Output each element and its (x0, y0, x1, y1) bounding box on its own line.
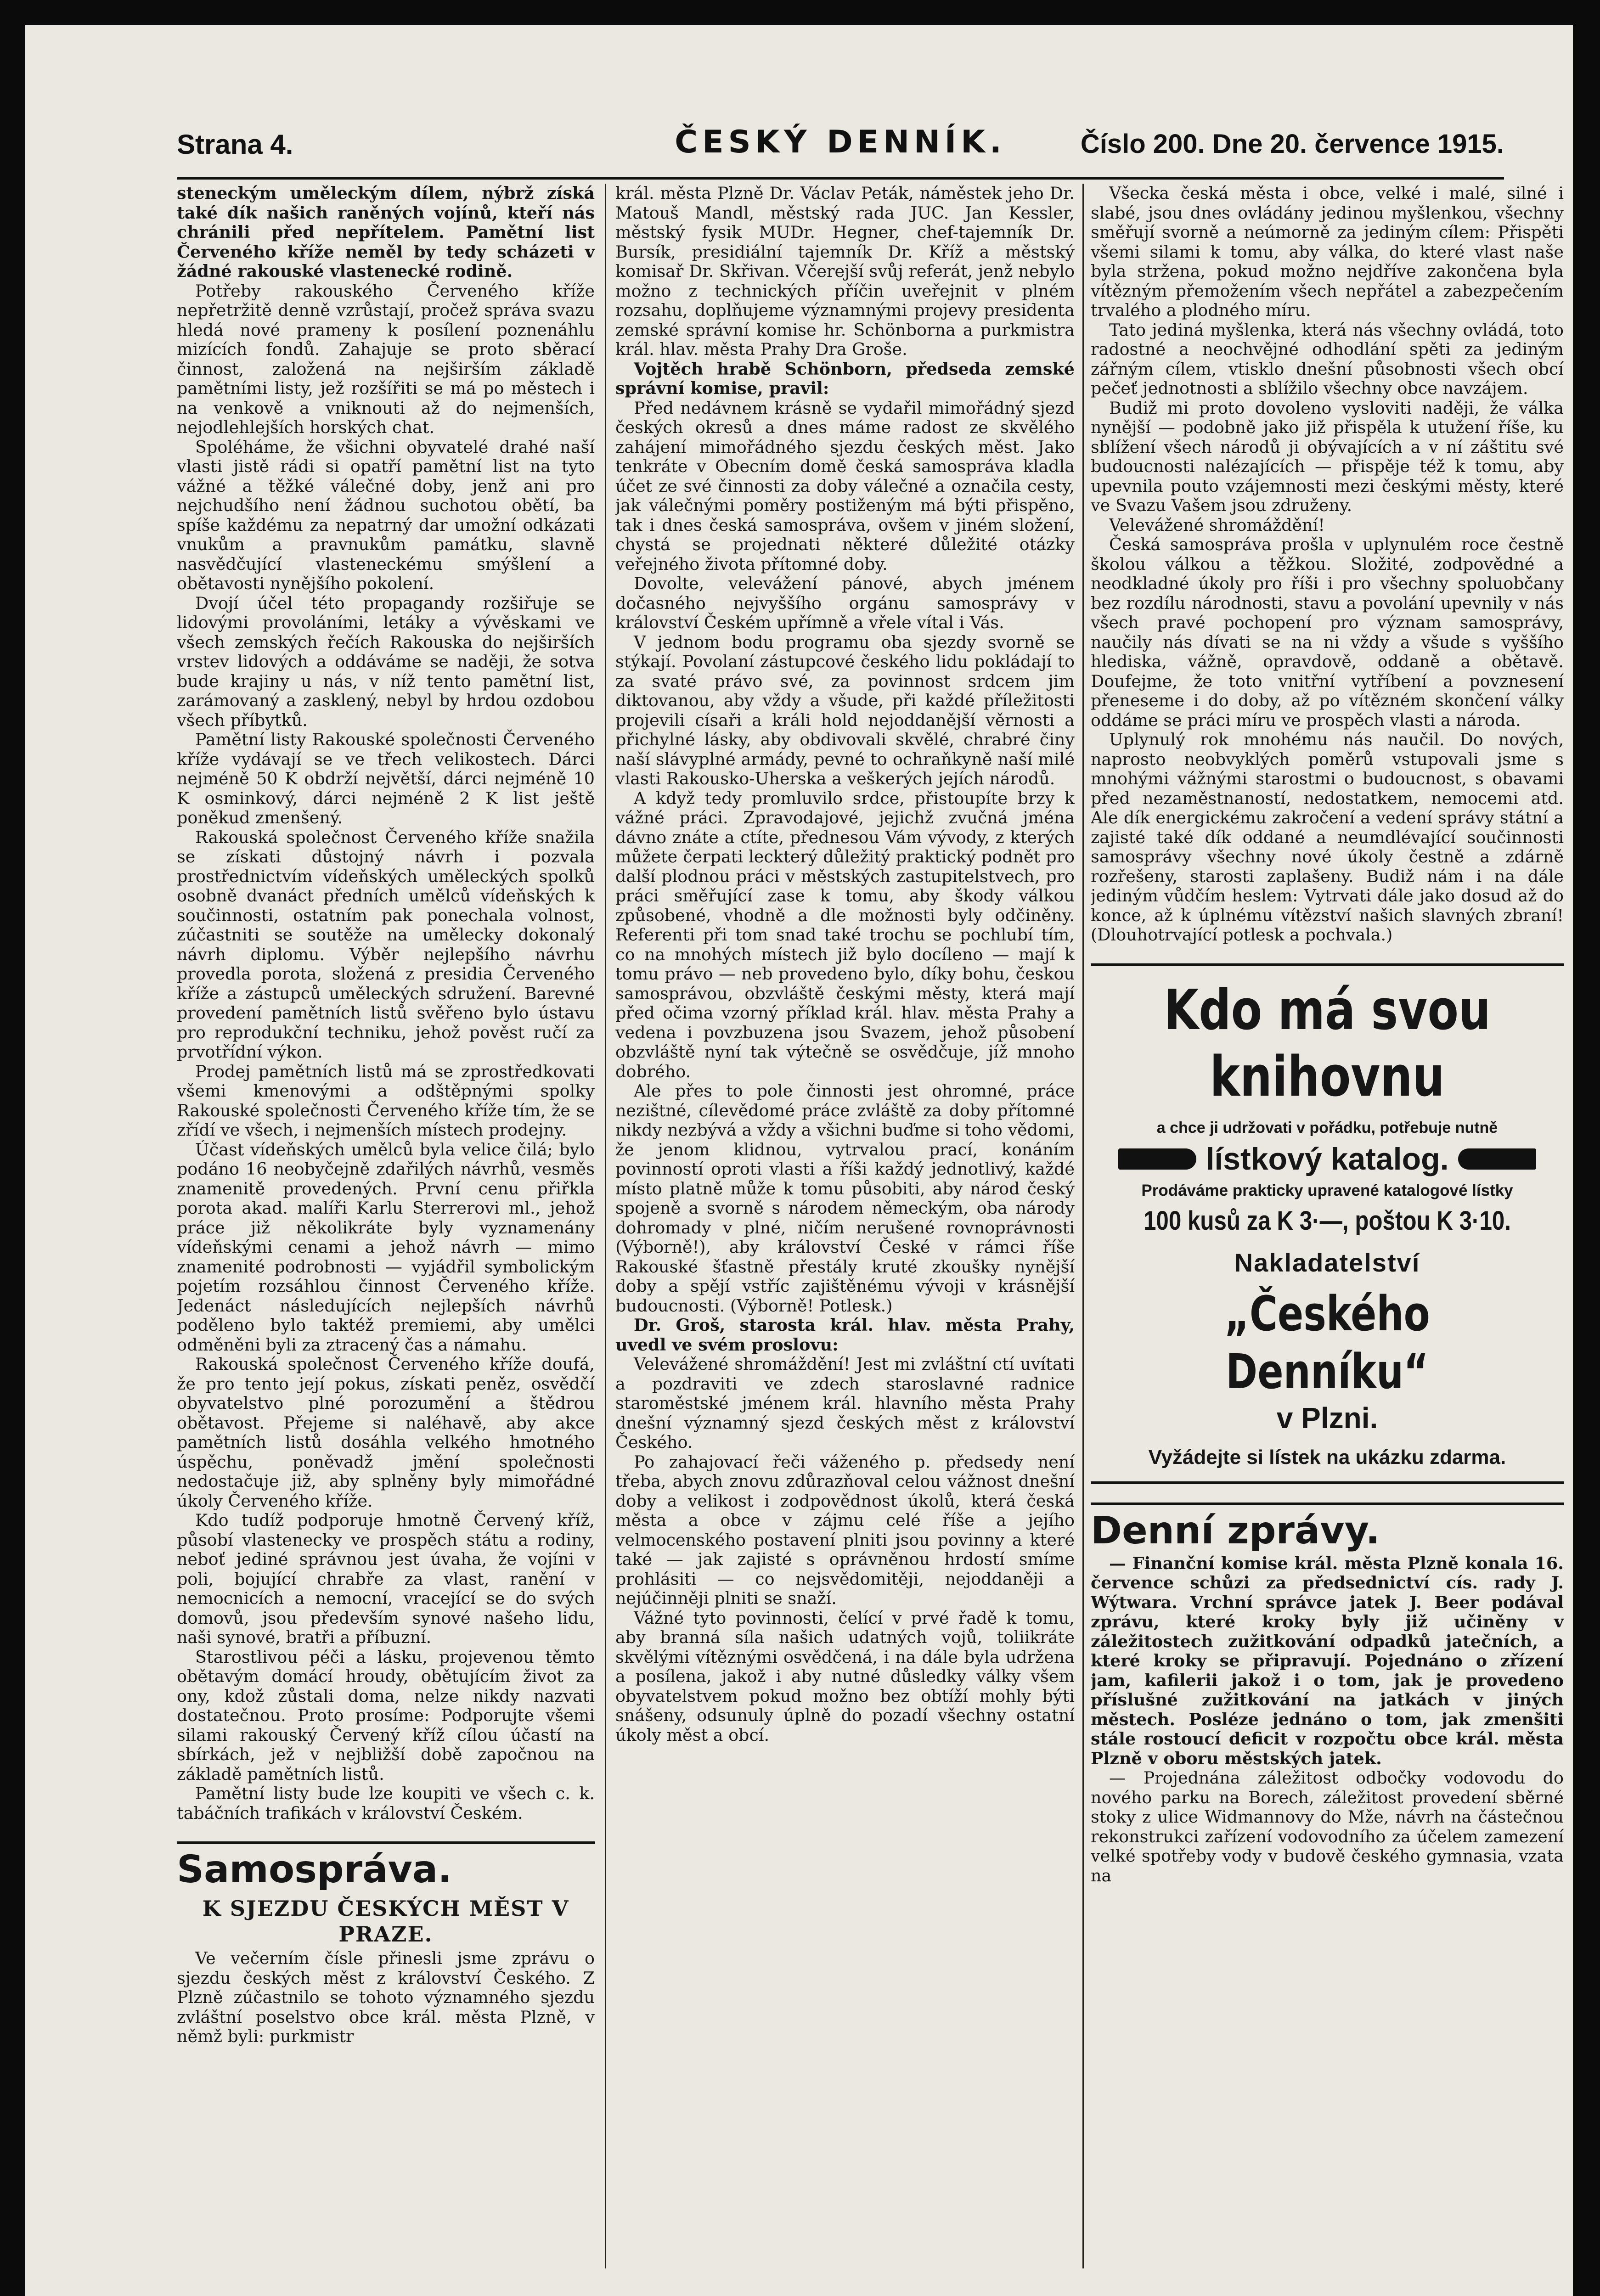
page-header (177, 119, 1504, 174)
column-3 (1091, 184, 1564, 2278)
article-paragraph: Uplynulý rok mnohému nás naučil. Do nových, naprosto neobvyklých poměrů vstupovali jsme s mnohými vážnými starostmi o budoucnost, s obavami před nezaměstnaností, nedostatkem, nemocemi atd. Ale dík energickému zakročení a vedení správy státní a zajisté také dík oddané a neumdlévající součinnosti samosprávy všechny nové úkoly čestně a zdárně rozřešeny, starosti zaplašeny. Budiž nám i na dále jediným vůdčím heslem: Vytrvati dále jako dosud až do konce, až k úplnému vítězství našich slavných zbraní! (Dlouhotrvající potlesk a pochvala.) (1091, 730, 1564, 945)
masthead: ČESKÝ DENNÍK. (675, 124, 1006, 160)
article-paragraph: Spoléháme, že všichni obyvatelé drahé naší vlasti jistě rádi si opatří pamětní list na tyto vážné a těžké válečné doby, jenž ani pro nejchudšího není žádnou suchotou obětí, ba spíše každému za nepatrný dar umožní odkázati vnukům a pravnukům památku, slavně nasvědčující vlasteneckému smýšlení a obětavosti nynějšího pokolení. (177, 437, 595, 593)
article-paragraph: Vážné tyto povinnosti, čelící v prvé řadě k tomu, aby branná síla našich udatných vojů, toliikráte skvělými vítěznými osvědčená, i na dále byla udržena a posílena, jakož i aby nutné důsledky války všem obyvatelstvem pokud možno bez obtíží mohly býti snášeny, odsunuly úplně do pozadí všechny ostatní úkoly měst a obcí. (615, 1608, 1075, 1745)
section-title-samosprava: Samospráva. (177, 1841, 595, 1893)
article-paragraph: Tato jediná myšlenka, která nás všechny ovládá, toto radostné a neochvějné odhodlání spěti za jediným zářným cílem, vtisklo dnešní působnosti všech obcí pečeť jednotnosti a sblížilo všechny obce navzájem. (1091, 320, 1564, 398)
article-paragraph: král. města Plzně Dr. Václav Peták, náměstek jeho Dr. Matouš Mandl, městský rada JUC. Jan Kessler, městský fysik MUDr. Hegner, chef-tajemník Dr. Bursík, presidiální tajemník Dr. Kříž a městský komisař Dr. Skřivan. Včerejší svůj referát, jenž nebylo možno z technických příčin uveřejnit v plném rozsahu, doplňujeme významnými projevy presidenta zemské správní komise hr. Schönborna a purkmistra král. hlav. města Prahy Dra Groše. (615, 184, 1075, 359)
pointing-hand-icon (1458, 1148, 1536, 1170)
newspaper-page (25, 25, 1573, 2296)
article-paragraph: steneckým uměleckým dílem, nýbrž získá také dík našich raněných vojínů, kteří nás chránili před nepřítelem. Pamětní list Červeného kříže neměl by tedy scházeti v žádné rakouské vlastenecké rodině. (177, 184, 595, 281)
article-paragraph: Kdo tudíž podporuje hmotně Červený kříž, působí vlastenecky ve prospěch státu a rodiny, neboť jediné správnou jest úvaha, že vojíni v poli, bojující chrabře za vlast, ranění v nemocnicích a nemocní, vracející se do svých domovů, jsou především synové našeho lidu, naši synové, bratři a příbuzní. (177, 1510, 595, 1647)
article-headline: K SJEZDU ČESKÝCH MĚST V PRAZE. (202, 1896, 569, 1947)
article-paragraph: Budiž mi proto dovoleno vysloviti naději, že válka nynější — podobně jako již přispěla k utužení říše, ku sblížení všech národů ji obývajících a v ní záštitu své budoucnosti nalézajících — přispěje též k tomu, aby upevnila pouto vzájemnosti mezi českými městy, které ve Svazu Vašem jsou združeny. (1091, 398, 1564, 515)
article-paragraph: V jednom bodu programu oba sjezdy svorně se stýkají. Povolaní zástupcové českého lidu pokládají to za svaté právo své, za povinnost srdcem jim diktovanou, aby vždy a všude, při každé příležitosti projevili císaři a králi hold nejoddanější věrnosti a přichylné lásky, aby obdivovali skvělé, chrabré činy naší slávyplné armády, pevné to ochraňkyně naší milé vlasti Rakousko-Uherska a veškerých jejích národů. (615, 632, 1075, 788)
header-rule (177, 177, 1504, 180)
ad-price: 100 kusů za K 3·—, poštou K 3·10. (1144, 1205, 1511, 1236)
article-paragraph: Ale přes to pole činnosti jest ohromné, práce nezištné, cílevědomé práce zvláště za doby přítomné nikdy nezbývá a vždy a všichni buďme si toho vědomi, že jenom klidnou, vytrvalou prací, konáním povinností oproti vlasti a říši každý jednotlivý, každé místo platně může k tomu působiti, aby národ český spojeně a svorně s národem německým, oba národy dohromady v plné, ničím nerušené rovnoprávnosti (Výborně!), aby království České v rámci říše Rakouské šťastně přestály kruté zkoušky nynější doby a spějí vstříc zajištěnému vývoji v krásnější budoucnosti. (Výborně! Potlesk.) (615, 1081, 1075, 1316)
ad-text: a chce ji udržovati v pořádku, potřebuje nutně (1156, 1119, 1498, 1137)
article-paragraph: Po zahajovací řeči váženého p. předsedy není třeba, abych znovu zdůrazňoval celou vážnost dnešní doby a velikost i zodpovědnost úkolů, která česká města a obce v zájmu celé říše a jejího velmocenského postavení plniti jsou povinny a které také — jak zajisté s oprávněnou hrdostí smíme prohlásiti — co nejsvědomitěji, nejoddaněji a nejúčinněji plniti se snaží. (615, 1452, 1075, 1608)
article-paragraph: Česká samospráva prošla v uplynulém roce čestně školou válkou a těžkou. Složité, zodpovědné a neodkladné úkoly pro říši i pro všechny spoluobčany bez rozdílu národnosti, stavu a povolání upevnily v nás všech pravé pochopení pro význam samosprávy, naučily nás dívati se na ni vždy a všude s vyššího hlediska, vážně, opravdově, oddaně a obětavě. Doufejme, že toto vnitřní vytříbení a povznesení přeneseme i do doby, až po vítězném skončení války oddáme se práci míru ve prospěch vlasti a národa. (1091, 535, 1564, 730)
news-item: — Projednána záležitost odbočky vodovodu do nového parku na Borech, záležitost provedení sběrné stoky z ulice Widmannovy do Mže, návrh na částečnou rekonstrukci zařízení vodovodního za účelem zamezení velké spotřeby vody v budově českého gymnasia, vzata na (1091, 1768, 1564, 1885)
article-paragraph: Před nedávnem krásně se vydařil mimořádný sjezd českých okresů a dnes máme radost ze skvělého zahájení mimořádného sjezdu českých měst. Jako tenkráte v Obecním domě česká samospráva kladla účet ze své činnosti za doby válečné a označila cesty, jak válečnými poměry postiženým má býti přispěno, tak i dnes česká samospráva, ovšem v jiném složení, chystá se projednati některé důležité otázky veřejného života přítomné doby. (615, 398, 1075, 574)
issue-date: Číslo 200. Dne 20. července 1915. (1080, 129, 1504, 159)
article-paragraph: A když tedy promluvilo srdce, přistoupíte brzy k vážné práci. Zpravodajové, jejichž zvučná jména dávno znáte a ctíte, přednesou Vám vývody, z kterých můžete čerpati leckterý důležitý praktický podnět pro další plodnou práci v městských zastupitelstvech, pro práci směřující zase k tomu, aby škody válkou způsobené, vhodně a dle možnosti byly odčiněny. Referenti při tom snad také trochu se pochlubí tím, co na mnohých místech již bylo docíleno — mají k tomu právo — neb provedeno bylo, díky bohu, českou samosprávou, obzvláště českými městy, která mají před očima vzorný příklad král. hlav. města Prahy a vedena i povzbuzena jsou Svazem, jehož působení obzvláště nyní tak výtečně se osvědčuje, jíž mnoho dobrého. (615, 788, 1075, 1081)
speaker-intro: Dr. Groš, starosta král. hlav. města Prahy, uvedl ve svém proslovu: (615, 1315, 1075, 1355)
ad-city: v Plzni. (1276, 1401, 1378, 1435)
article-paragraph: Účast vídeňských umělců byla velice čilá; bylo podáno 16 neobyčejně zdařilých návrhů, vesměs znamenitě provedených. První cenu přiřkla porota akad. malíři Karlu Sterrerovi ml., jehož práce již několikráte byly vyznamenány vídeňskými cenami a jehož návrh — mimo znamenité podrobnosti — vyjádřil symbolickým pojetím rozsáhlou činnost Červeného kříže. Jedenáct následujících nejlepších návrhů poděleno bylo taktéž premiemi, aby umělci odměněni byli za ztracený čas a námahu. (177, 1139, 595, 1355)
article-paragraph: Starostlivou péči a lásku, projevenou těmto obětavým domácí hroudy, obětujícím život za ony, kdož zůstali doma, nelze nikdy nazvati dostatečnou. Proto prosíme: Podporujte všemi silami rakouský Červený kříž cílou účastí na sbírkách, jež v nejbližší době započnou na základě pamětních listů. (177, 1647, 595, 1784)
speaker-intro: Vojtěch hrabě Schönborn, předseda zemské správní komise, pravil: (615, 359, 1075, 398)
ad-catalog-row (1091, 1141, 1564, 1177)
ad-brand: „Českého Denníku“ (1224, 1285, 1430, 1400)
news-item: — Finanční komise král. města Plzně konala 16. července schůzi za předsednictví cís. rady J. Wýtwara. Vrchní správce jatek J. Beer podával zprávu, které kroky byly již učiněny v záležitostech zužitkování odpadků jatečních, a které kroky se připravují. Pojednáno o zřízení jam, kafilerii jakož i o tom, jak je provedeno příslušné zužitkování na jatkách v jiných městech. Posléze jednáno o tom, jak zmenšiti stále rostoucí deficit v rozpočtu obce král. města Plzně v oboru městských jatek. (1091, 1553, 1564, 1768)
ad-call-to-action: Vyžádejte si lístek na ukázku zdarma. (1148, 1446, 1506, 1469)
ad-catalog-label: lístkový katalog. (1206, 1141, 1449, 1176)
ad-title-line-1: Kdo má svou (1163, 978, 1491, 1042)
pointing-hand-icon (1118, 1148, 1196, 1170)
column-divider (605, 184, 606, 2268)
article-paragraph: Pamětní listy bude lze koupiti ve všech c. k. tabáčních trafikách v království Českém. (177, 1784, 595, 1823)
article-paragraph: Velevážené shromáždění! (1109, 515, 1325, 535)
article-paragraph: Rakouská společnost Červeného kříže doufá, že pro tento její pokus, získati peněz, osvědčí obyvatelstvo plné porozumění a štědrou obětavost. Přejeme si naléhavě, aby akce pamětních listů dosáhla velkého hmotného úspěchu, poněvadž jmění společnosti nedostačuje již, aby splněny byly mimořádné úkoly Červeného kříže. (177, 1354, 595, 1511)
article-paragraph: Pamětní listy Rakouské společnosti Červeného kříže vydávají se ve třech velikostech. Dárci nejméně 50 K obdrží největší, dárci nejméně 10 K osminkový, dárci nejméně 2 K list ještě poněkud zmenšený. (177, 730, 595, 827)
article-paragraph: Ve večerním čísle přinesli jsme zprávu o sjezdu českých měst z království Českého. Z Plzně zúčastnilo se tohoto významného sjezdu zvláštní poselstvo obce král. města Plzně, v němž byli: purkmistr (177, 1948, 595, 2046)
section-title-denni-zpravy: Denní zprávy. (1091, 1503, 1564, 1554)
page-number: Strana 4. (177, 129, 293, 160)
column-1 (177, 184, 595, 2278)
column-2 (615, 184, 1075, 2278)
column-divider (1082, 184, 1084, 2268)
article-paragraph: Potřeby rakouského Červeného kříže nepřetržitě denně vzrůstají, pročež správa svazu hledá nové prameny k posílení poznenáhlu mizících fondů. Zahajuje se proto sběrací činnost, založená na nejširším základě pamětními listy, jež rozšířiti se má po městech i na venkově a vniknouti až do nejmenších, nejodlehlejších horských chat. (177, 281, 595, 437)
article-paragraph: Rakouská společnost Červeného kříže snažila se získati důstojný návrh i pozvala prostřednictvím vídeňských uměleckých spolků osobně dvanáct předních umělců vídeňských k součinnosti, ostatním pak ponechala volnost, zúčastniti se soutěže na umělecky dokonalý návrh diplomu. Výběr nejlepšího návrhu provedla porota, složená z presidia Červeného kříže a zástupců uměleckých sdružení. Barevné provedení pamětních listů svěřeno bylo ústavu pro reprodukční techniku, jehož pověst ručí za prvotřídní výkon. (177, 827, 595, 1062)
article-paragraph: Všecka česká města i obce, velké i malé, silné i slabé, jsou dnes ovládány jedinou myšlenkou, všechny směřují svorně a neúmorně za jediným cílem: Přispěti všemi silami k tomu, aby válka, do které vlast naše byla stržena, pokud možno nejdříve zakončena byla vítězným přemožením všech nepřátel a zabezpečením trvalého a plodného míru. (1091, 184, 1564, 320)
ad-text: Prodáváme prakticky upravené katalogové lístky (1141, 1181, 1513, 1199)
article-paragraph: Prodej pamětních listů má se zprostředkovati všemi kmenovými a odštěpnými spolky Rakouské společnosti Červeného kříže tím, že se zřídí ve všech, i nejmenších místech prodejny. (177, 1061, 595, 1140)
advertisement-library-catalog (1091, 963, 1564, 1484)
ad-title-line-2: knihovnu (1210, 1045, 1445, 1109)
article-paragraph: Dovolte, velevážení pánové, abych jménem dočasného nejvyššího orgánu samosprávy v království Českém upřímně a vřele vítal i Vás. (615, 574, 1075, 632)
ad-publisher: Nakladatelství (1234, 1248, 1420, 1277)
article-paragraph: Dvojí účel této propagandy rozšiřuje se lidovými provoláními, letáky a vývěskami ve všech zemských řečích Rakouska do nejširších vrstev lidových a oddáváme se naději, že sotva bude krajiny u nás, v níž tento pamětní list, zarámovaný a zasklený, nebyl by hrdou ozdobou všech příbytků. (177, 593, 595, 730)
article-paragraph: Velevážené shromáždění! Jest mi zvláštní ctí uvítati a pozdraviti ve zdech staroslavné radnice staroměstské jménem král. hlavního města Prahy dnešní významný sjezd českých měst z království Českého. (615, 1354, 1075, 1452)
